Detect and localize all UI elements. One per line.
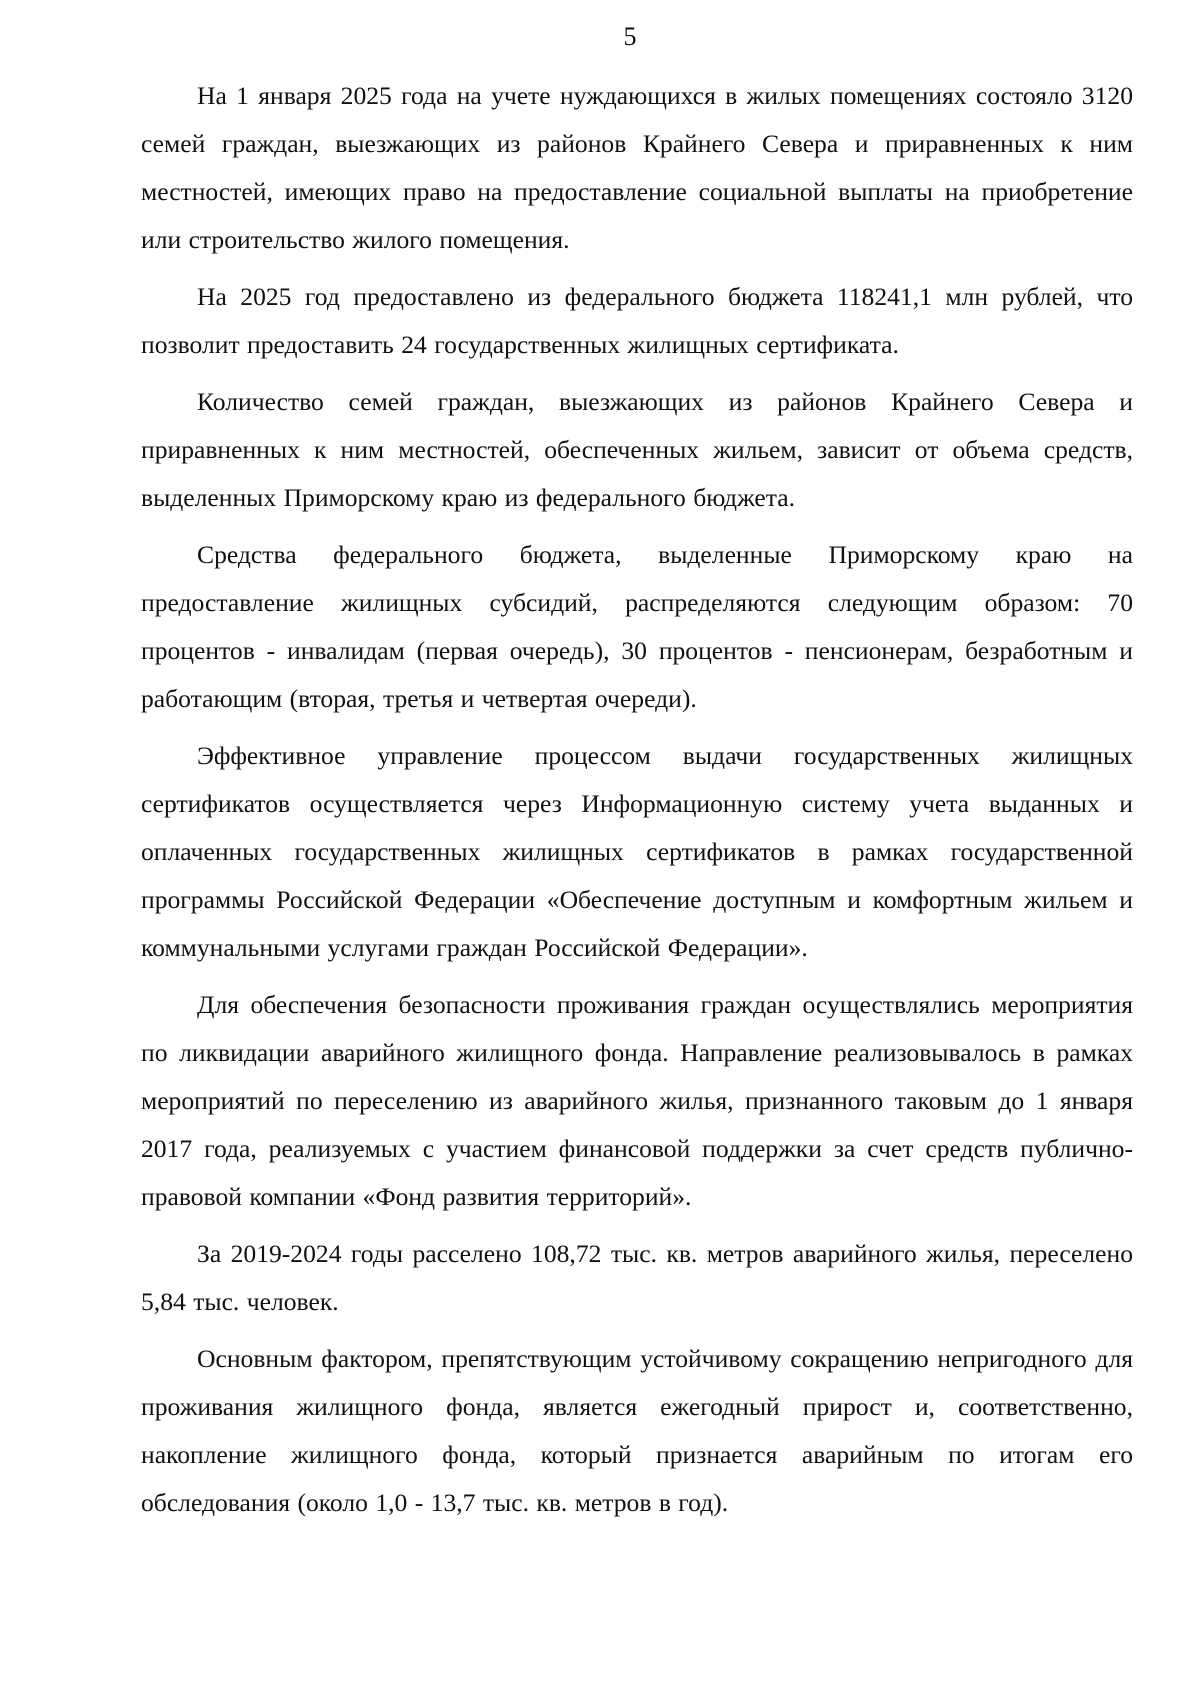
paragraph-subsidy-distribution: Средства федерального бюджета, выделенные Приморскому краю на предоставление жилищных субсидий, распределяются следующим образом: 70 процентов - инвалидам (первая очередь), 30 процентов - пенсионерам, безработным и работающим (вторая, третья и четвертая очереди).: [141, 540, 1133, 713]
paragraph-federal-budget: На 2025 год предоставлено из федерального бюджета 118241,1 млн рублей, что позволит предоставить 24 государственных жилищных сертификата.: [141, 282, 1133, 359]
document-body: [141, 72, 1133, 1536]
page-number: 5: [623, 22, 637, 51]
paragraph-main-factor: Основным фактором, препятствующим устойчивому сокращению непригодного для проживания жилищного фонда, является ежегодный прирост и, соответственно, накопление жилищного фонда, который признается аварийным по итогам его обследования (около 1,0 - 13,7 тыс. кв. метров в год).: [141, 1344, 1133, 1517]
paragraph-families-count: Количество семей граждан, выезжающих из районов Крайнего Севера и приравненных к ним местностей, обеспеченных жильем, зависит от объема средств, выделенных Приморскому краю из федерального бюджета.: [141, 387, 1133, 512]
paragraph-information-system: Эффективное управление процессом выдачи государственных жилищных сертификатов осуществляется через Информационную систему учета выданных и оплаченных государственных жилищных сертификатов в рамках государственной программы Российской Федерации «Обеспечение доступным и комфортным жильем и коммунальными услугами граждан Российской Федерации».: [141, 741, 1133, 962]
paragraph-waiting-list: На 1 января 2025 года на учете нуждающихся в жилых помещениях состояло 3120 семей граждан, выезжающих из районов Крайнего Севера и приравненных к ним местностей, имеющих право на предоставление социальной выплаты на приобретение или строительство жилого помещения.: [141, 81, 1133, 254]
paragraph-resettlement-results: За 2019-2024 годы расселено 108,72 тыс. кв. метров аварийного жилья, переселено 5,84 тыс. человек.: [141, 1239, 1133, 1316]
paragraph-emergency-housing: Для обеспечения безопасности проживания граждан осуществлялись мероприятия по ликвидации аварийного жилищного фонда. Направление реализовывалось в рамках мероприятий по переселению из аварийного жилья, признанного таковым до 1 января 2017 года, реализуемых с участием финансовой поддержки за счет средств публично-правовой компании «Фонд развития территорий».: [141, 990, 1133, 1211]
